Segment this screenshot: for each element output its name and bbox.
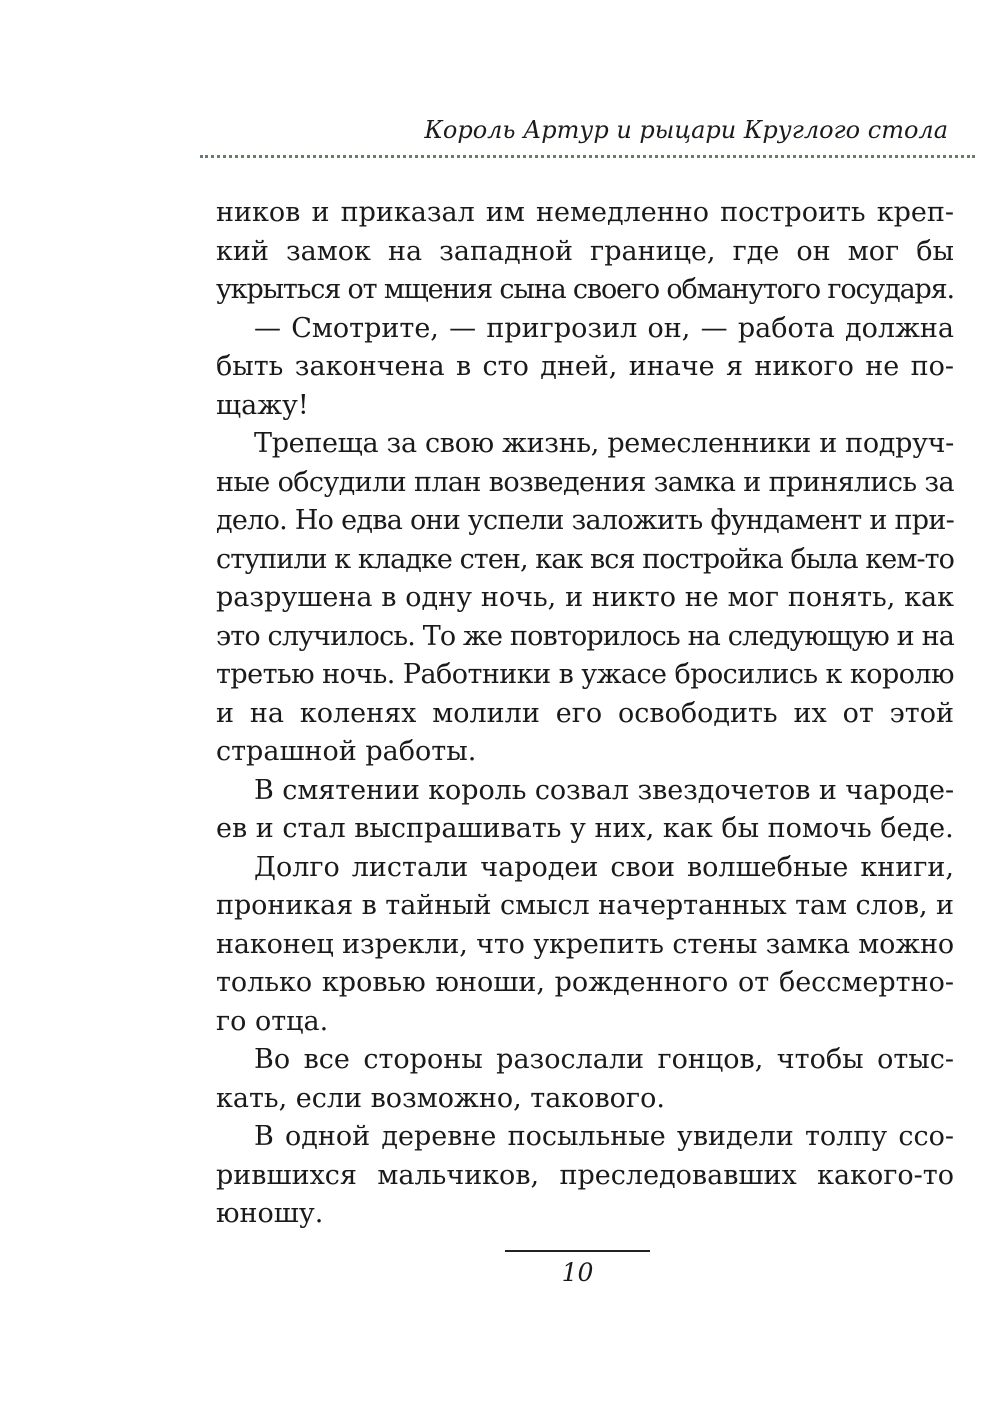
text-line: страшной работы. bbox=[216, 736, 477, 767]
body-text bbox=[216, 194, 954, 1234]
text-line: проникая в тайный смысл начертанных там слов, и bbox=[216, 890, 954, 921]
running-head-rule bbox=[200, 155, 975, 158]
text-line: Трепеща за свою жизнь, ремесленники и подруч- bbox=[254, 428, 954, 459]
text-line: ников и приказал им немедленно построить креп- bbox=[216, 197, 954, 228]
text-line: ные обсудили план возведения замка и принялись за bbox=[216, 466, 954, 498]
text-line: кать, если возможно, такового. bbox=[216, 1082, 665, 1114]
text-line: наконец изрекли, что укрепить стены замка можно bbox=[216, 928, 954, 960]
text-line: щажу! bbox=[216, 389, 309, 421]
text-line: Во все стороны разослали гонцов, чтобы отыс- bbox=[254, 1044, 954, 1075]
text-line: В одной деревне посыльные увидели толпу ссо- bbox=[254, 1121, 954, 1152]
text-line: и на коленях молили его освободить их от этой bbox=[216, 697, 954, 729]
text-line: рившихся мальчиков, преследовавших какого-то bbox=[216, 1159, 954, 1191]
text-line: только кровью юноши, рожденного от бессмертно- bbox=[216, 967, 954, 998]
text-line: быть закончена в сто дней, иначе я никого не по- bbox=[216, 351, 954, 382]
text-line: го отца. bbox=[216, 1005, 329, 1037]
text-line: юношу. bbox=[216, 1198, 324, 1229]
text-line: это случилось. То же повторилось на следующую и на bbox=[216, 620, 954, 652]
text-line: В смятении король созвал звездочетов и чароде- bbox=[254, 774, 954, 806]
text-line: Долго листали чародеи свои волшебные книги, bbox=[254, 851, 954, 883]
text-line: — Смотрите, — пригрозил он, — работа должна bbox=[254, 312, 954, 344]
text-line: разрушена в одну ночь, и никто не мог понять, как bbox=[216, 582, 954, 613]
text-line: третью ночь. Работники в ужасе бросились к королю bbox=[216, 659, 954, 690]
text-line: укрыться от мщения сына своего обманутого государя. bbox=[216, 274, 954, 305]
running-head: Король Артур и рыцари Круглого стола bbox=[424, 116, 948, 144]
text-line: кий замок на западной границе, где он мог бы bbox=[216, 235, 954, 267]
text-line: ступили к кладке стен, как вся постройка была кем-то bbox=[216, 543, 954, 575]
text-line: дело. Но едва они успели заложить фундамент и при- bbox=[216, 505, 954, 536]
folio-rule bbox=[505, 1250, 650, 1252]
page-number: 10 bbox=[561, 1258, 594, 1287]
text-line: ев и стал выспрашивать у них, как бы помочь беде. bbox=[216, 813, 954, 844]
